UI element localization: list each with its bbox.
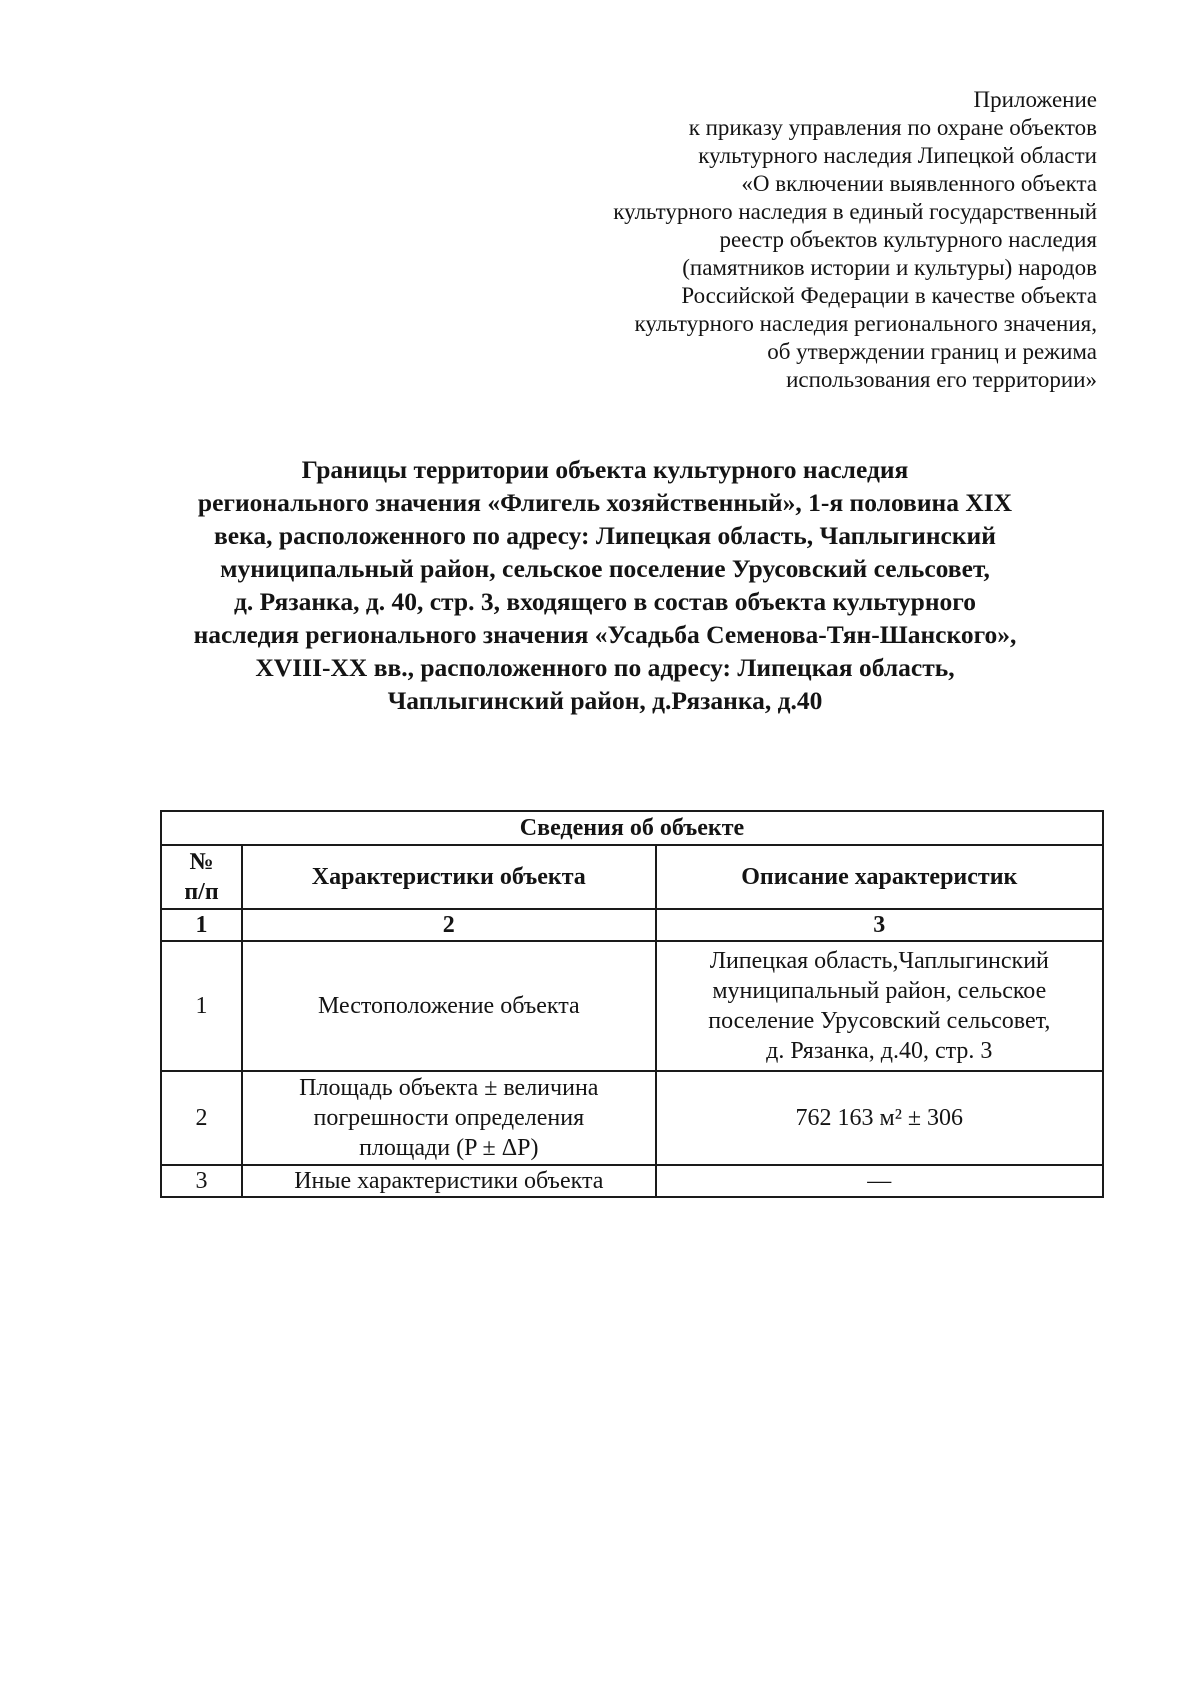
cell-line: Площадь объекта ± величина xyxy=(299,1075,599,1101)
column-number: 1 xyxy=(161,909,242,941)
appendix-line: реестр объектов культурного наследия xyxy=(719,227,1097,252)
row-number: 2 xyxy=(161,1071,242,1165)
table-header-row xyxy=(161,845,1103,909)
appendix-line: использования его территории» xyxy=(786,367,1097,392)
title-line: XVIII-XX вв., расположенного по адресу: Липецкая область, xyxy=(255,653,955,682)
cell-line: 762 163 м² ± 306 xyxy=(795,1105,964,1131)
appendix-line: Приложение xyxy=(973,87,1097,112)
title-line: муниципальный район, сельское поселение Урусовский сельсовет, xyxy=(220,554,990,583)
cell-line: д. Рязанка, д.40, стр. 3 xyxy=(766,1038,993,1064)
row-number: 3 xyxy=(161,1165,242,1197)
row-description xyxy=(656,1165,1103,1197)
cell-line: погрешности определения xyxy=(313,1105,585,1131)
title-line: д. Рязанка, д. 40, стр. 3, входящего в состав объекта культурного xyxy=(233,587,976,616)
row-characteristic xyxy=(242,941,656,1071)
appendix-line: культурного наследия регионального значения, xyxy=(634,311,1097,336)
header-number-line2: п/п xyxy=(184,879,219,905)
row-characteristic xyxy=(242,1165,656,1197)
cell-line: — xyxy=(867,1168,892,1194)
column-number: 2 xyxy=(242,909,656,941)
row-description xyxy=(656,1071,1103,1165)
title-line: века, расположенного по адресу: Липецкая область, Чаплыгинский xyxy=(214,521,996,550)
appendix-line: культурного наследия в единый государственный xyxy=(613,199,1097,224)
cell-line: муниципальный район, сельское xyxy=(712,978,1047,1004)
cell-line: площади (P ± ΔP) xyxy=(359,1135,539,1161)
title-line: Границы территории объекта культурного наследия xyxy=(301,455,909,484)
header-number xyxy=(161,845,242,909)
title-line: наследия регионального значения «Усадьба Семенова-Тян-Шанского», xyxy=(193,620,1017,649)
appendix-line: к приказу управления по охране объектов xyxy=(688,115,1097,140)
cell-line: Местоположение объекта xyxy=(317,993,580,1019)
title-line: регионального значения «Флигель хозяйственный», 1-я половина XIX xyxy=(197,488,1013,517)
cell-line: Иные характеристики объекта xyxy=(294,1168,604,1194)
row-description xyxy=(656,941,1103,1071)
object-info-table xyxy=(160,810,1104,1198)
header-characteristics: Характеристики объекта xyxy=(242,845,656,909)
table-caption-row xyxy=(161,811,1103,845)
table-row xyxy=(161,1071,1103,1165)
appendix-line: об утверждении границ и режима xyxy=(767,339,1097,364)
column-number-row xyxy=(161,909,1103,941)
table-caption: Сведения об объекте xyxy=(161,811,1103,845)
title-line: Чаплыгинский район, д.Рязанка, д.40 xyxy=(387,686,823,715)
row-characteristic xyxy=(242,1071,656,1165)
table-row xyxy=(161,941,1103,1071)
appendix-header xyxy=(537,86,1097,394)
cell-line: поселение Урусовский сельсовет, xyxy=(708,1008,1051,1034)
appendix-line: культурного наследия Липецкой области xyxy=(698,143,1097,168)
row-number: 1 xyxy=(161,941,242,1071)
cell-line: Липецкая область,Чаплыгинский xyxy=(709,948,1049,974)
header-number-line1: № xyxy=(189,849,214,875)
table-row xyxy=(161,1165,1103,1197)
column-number: 3 xyxy=(656,909,1103,941)
document-title xyxy=(150,453,1060,717)
appendix-line: Российской Федерации в качестве объекта xyxy=(681,283,1097,308)
appendix-line: «О включении выявленного объекта xyxy=(741,171,1097,196)
appendix-line: (памятников истории и культуры) народов xyxy=(682,255,1097,280)
header-description: Описание характеристик xyxy=(656,845,1103,909)
